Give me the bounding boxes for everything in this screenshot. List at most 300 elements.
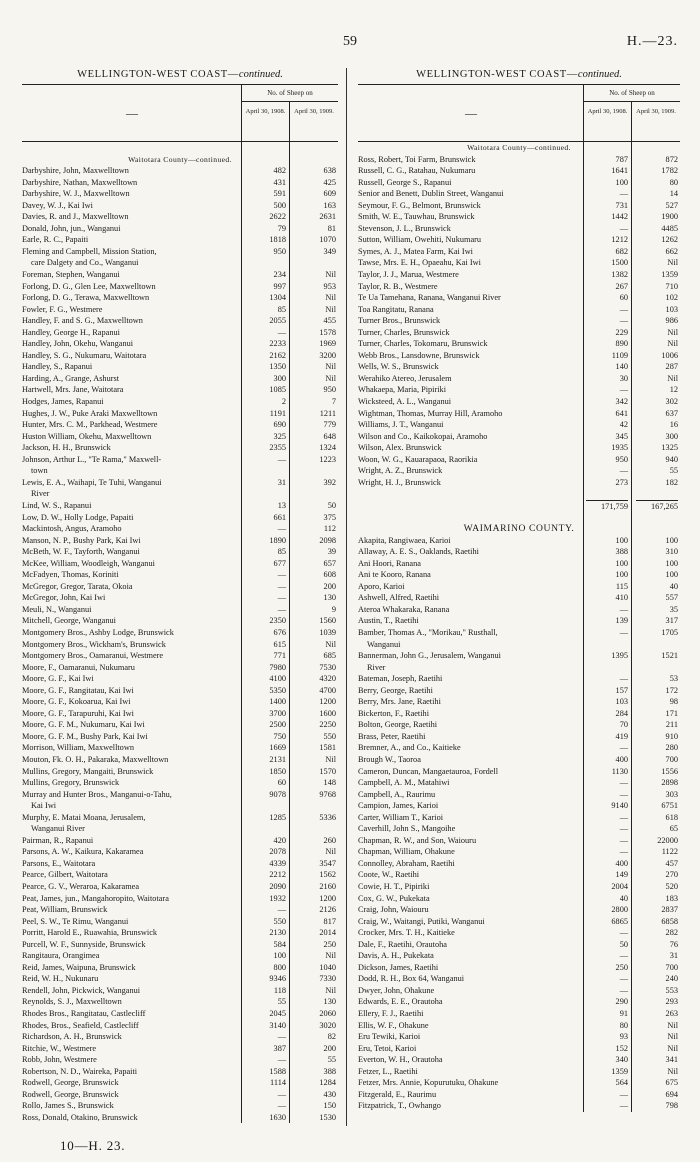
holder-name: Rodwell, George, Brunswick [22, 1078, 119, 1088]
sheep-1909: 349 [323, 246, 336, 256]
holder-name: Webb Bros., Lansdowne, Brunswick [358, 350, 480, 360]
sheep-1909: Nil [325, 293, 336, 303]
holder-name: Campbell, A. M., Matahiwi [358, 778, 450, 788]
sheep-1908: 1114 [270, 1078, 286, 1088]
sheep-1908: 250 [615, 962, 628, 972]
table-row [358, 442, 680, 454]
sheep-1908: — [277, 1089, 286, 1099]
holder-name: Craig, W., Waitangi, Putiki, Wanganui [358, 916, 485, 926]
sheep-1908: — [277, 604, 286, 614]
table-row [22, 465, 338, 477]
holder-name: Bannerman, John G., Jerusalem, Wanganui [358, 651, 501, 661]
table-row [358, 327, 680, 339]
table-row [22, 604, 338, 616]
left-header-1909: April 30, 1909. [294, 108, 334, 115]
table-row [358, 881, 680, 893]
table-row [22, 315, 338, 327]
sheep-1909: 1200 [319, 893, 336, 903]
table-row [22, 361, 338, 373]
sheep-1909: 779 [323, 420, 336, 430]
sheep-1908: 800 [273, 962, 286, 972]
holder-name: McGregor, Gregor, Tarata, Okoia [22, 581, 133, 591]
table-row [358, 257, 680, 269]
holder-name: Moore, F., Oamaranui, Nukumaru [22, 662, 135, 672]
holder-name: Turner, Charles, Brunswick [358, 327, 450, 337]
sheep-1908: 229 [615, 327, 628, 337]
holder-name: Bremner, A., and Co., Kaitieke [358, 743, 461, 753]
sheep-1909: 457 [665, 858, 678, 868]
sheep-1909: 430 [323, 1089, 336, 1099]
sheep-1909: 1556 [661, 766, 678, 776]
sheep-1908: — [619, 189, 628, 199]
holder-name: Wicksteed, A. L., Wanganui [358, 397, 452, 407]
sheep-1908: 2350 [269, 616, 286, 626]
table-row [358, 973, 680, 985]
table-row [358, 673, 680, 685]
table-row [358, 789, 680, 801]
table-row [22, 950, 338, 962]
holder-name: Bateman, Joseph, Raetihi [358, 674, 443, 684]
holder-name: Richardson, A. H., Brunswick [22, 1032, 122, 1042]
holder-name: Coote, W., Raetihi [358, 870, 420, 880]
table-row [22, 708, 338, 720]
holder-name: Ani Hoori, Ranana [358, 558, 421, 568]
table-row [22, 488, 338, 500]
sheep-1908: 100 [273, 951, 286, 961]
right-header-group-label: No. of Sheep on [584, 85, 680, 102]
table-row [22, 292, 338, 304]
table-row [22, 962, 338, 974]
table-row [22, 789, 338, 801]
table-row [22, 234, 338, 246]
right-table-header [358, 84, 680, 142]
table-row [358, 1077, 680, 1089]
sheep-1909: 3020 [319, 1020, 336, 1030]
holder-name: Low, D. W., Holly Lodge, Papaiti [22, 512, 134, 522]
holder-name: Connolley, Abraham, Raetihi [358, 858, 455, 868]
sheep-1908: 70 [619, 720, 628, 730]
table-row [22, 165, 338, 177]
sheep-1908: 9078 [269, 789, 286, 799]
sheep-1909: Nil [667, 1020, 678, 1030]
sheep-1908: 584 [273, 939, 286, 949]
sheep-1909: 53 [669, 674, 678, 684]
sheep-1908: 1630 [269, 1112, 286, 1122]
sheep-1908: — [277, 570, 286, 580]
sheep-1908: 890 [615, 339, 628, 349]
sheep-1909: 694 [665, 1089, 678, 1099]
holder-name: Moore, G. F., Rangitatau, Kai Iwi [22, 685, 134, 695]
sheep-1908: — [277, 593, 286, 603]
table-row [22, 696, 338, 708]
sheep-1908: 682 [615, 246, 628, 256]
holder-name: Peel, S. W., Te Rimu, Wanganui [22, 916, 129, 926]
table-row [22, 558, 338, 570]
holder-name: Waitotara County—continued. [467, 143, 571, 152]
table-row [358, 361, 680, 373]
sheep-1908: 2055 [269, 316, 286, 326]
sheep-1908: 1588 [269, 1066, 286, 1076]
holder-name: Campion, James, Karioi [358, 801, 439, 811]
sheep-1909: 1705 [661, 627, 678, 637]
table-row [358, 581, 680, 593]
sheep-1909: 1262 [661, 235, 678, 245]
table-row [358, 569, 680, 581]
sheep-1908: 500 [273, 200, 286, 210]
sheep-1909: 76 [669, 939, 678, 949]
holder-name: Montgomery Bros., Wickham's, Brunswick [22, 639, 166, 649]
holder-name: McGregor, John, Kai Iwi [22, 593, 106, 603]
holder-name: Wells, W. S., Brunswick [358, 362, 439, 372]
sheep-1908: 750 [273, 731, 286, 741]
table-row [22, 500, 338, 512]
sheep-1908: 1359 [611, 1066, 628, 1076]
holder-name: Kai Iwi [31, 801, 57, 811]
sheep-1908: — [619, 951, 628, 961]
table-row [358, 165, 680, 177]
sheep-1909: 1211 [319, 408, 336, 418]
left-header-sheep-group [241, 85, 338, 141]
holder-name: Smith, W. E., Tauwhau, Brunswick [358, 212, 475, 222]
holder-name: Brass, Peter, Raetihi [358, 731, 426, 741]
sheep-1908: 9140 [611, 801, 628, 811]
holder-name: Fetzer, Mrs. Annie, Kopurutuku, Ohakune [358, 1078, 499, 1088]
sheep-1908: — [619, 674, 628, 684]
sheep-1909: 280 [665, 743, 678, 753]
sheep-1909: 55 [327, 1055, 336, 1065]
sheep-1909: 9 [331, 604, 336, 614]
sheep-1909: 1359 [661, 270, 678, 280]
table-row [22, 188, 338, 200]
sheep-1909: 662 [665, 246, 678, 256]
table-row [358, 188, 680, 200]
table-row [358, 292, 680, 304]
sheep-1908: — [619, 316, 628, 326]
table-row [22, 1100, 338, 1112]
sheep-1908: 1085 [269, 385, 286, 395]
sheep-1908: 388 [615, 547, 628, 557]
holder-name: McKee, William, Woodleigh, Wanganui [22, 558, 155, 568]
sheep-1909: Nil [325, 847, 336, 857]
sheep-1908: — [619, 466, 628, 476]
holder-name: Chapman, R. W., and Son, Waiouru [358, 835, 477, 845]
holder-name: Ateroa Whakaraka, Ranana [358, 604, 450, 614]
holder-name: Campbell, A., Raurimu [358, 789, 436, 799]
table-row [358, 350, 680, 362]
table-row [22, 766, 338, 778]
table-row [22, 973, 338, 985]
holder-name: Davey, W. J., Kai Iwi [22, 200, 93, 210]
sheep-1908: — [619, 1101, 628, 1111]
table-row [358, 754, 680, 766]
holder-name: Wanganui [367, 639, 401, 649]
holder-name: River [367, 662, 386, 672]
table-row [22, 592, 338, 604]
holder-name: Forlong, D. G., Terawa, Maxwelltown [22, 293, 150, 303]
sheep-1908: 2078 [269, 847, 286, 857]
sheep-1908: 5350 [269, 685, 286, 695]
sheep-1909: 100 [665, 570, 678, 580]
sheep-1909: 1600 [319, 708, 336, 718]
holder-name: Rangitaura, Orangimea [22, 951, 100, 961]
holder-name: Mullins, Gregory, Mangaiti, Brunswick [22, 766, 154, 776]
holder-name: Dodd, R. H., Box 64, Wanganui [358, 974, 465, 984]
sheep-1908: 387 [273, 1043, 286, 1053]
sheep-1909: 9768 [319, 789, 336, 799]
right-table-body [358, 142, 680, 1112]
sheep-1909: 1578 [319, 327, 336, 337]
table-row [22, 546, 338, 558]
sheep-1908: — [277, 905, 286, 915]
table-row [358, 962, 680, 974]
holder-name: Reid, James, Waipuna, Brunswick [22, 962, 136, 972]
sheep-1909: 950 [323, 385, 336, 395]
sheep-1909: 171 [665, 708, 678, 718]
sheep-1909: 817 [323, 916, 336, 926]
table-row [358, 604, 680, 616]
sheep-1909: 112 [323, 524, 336, 534]
holder-name: Russell, George S., Rapanui [358, 177, 452, 187]
table-row [22, 742, 338, 754]
table-row [22, 673, 338, 685]
table-row [358, 893, 680, 905]
sheep-1908: 50 [619, 939, 628, 949]
sheep-1908: 100 [615, 570, 628, 580]
holder-name: Murray and Hunter Bros., Manganui-o-Tahu, [22, 789, 172, 799]
sheep-1909: 303 [665, 789, 678, 799]
holder-name: Ellery, F. J., Raetihi [358, 1009, 424, 1019]
table-row [22, 408, 338, 420]
left-header-group-label: No. of Sheep on [242, 85, 338, 102]
holder-name: Wilson, Alex. Brunswick [358, 443, 442, 453]
sheep-1909: 35 [669, 604, 678, 614]
holder-name: Bamber, Thomas A., "Morikau," Rusthall, [358, 627, 498, 637]
sheep-1909: 657 [323, 558, 336, 568]
table-row [22, 881, 338, 893]
left-title-italic: continued. [238, 69, 283, 80]
sheep-1909: 675 [665, 1078, 678, 1088]
sheep-1909: 2160 [319, 882, 336, 891]
table-row [22, 835, 338, 847]
holder-name: Stevenson, J. L., Brunswick [358, 223, 451, 233]
sheep-1908: 400 [615, 858, 628, 868]
sheep-1908: 3700 [269, 708, 286, 718]
sheep-1909: 2014 [319, 928, 336, 938]
sheep-1908: 340 [615, 1055, 628, 1065]
holder-name: Parsons, A. W., Kaikura, Kakaramea [22, 847, 144, 857]
sheep-1908: 410 [615, 593, 628, 603]
sheep-1909: 182 [665, 477, 678, 487]
sheep-1909: 211 [665, 720, 678, 730]
table-row [358, 731, 680, 743]
holder-name: Hodges, James, Rapanui [22, 397, 104, 407]
sheep-1909: 293 [665, 997, 678, 1007]
sheep-1909: Nil [325, 951, 336, 961]
sheep-1908: 171,759 [586, 500, 628, 513]
sheep-1909: 1070 [319, 235, 336, 245]
table-row [358, 1089, 680, 1101]
table-row [358, 1031, 680, 1043]
table-row [358, 592, 680, 604]
holder-name: Morrison, William, Maxwelltown [22, 743, 134, 753]
sheep-1909: Nil [325, 373, 336, 383]
table-row [358, 408, 680, 420]
column-divider [346, 68, 347, 1126]
sheep-1909: 4320 [319, 674, 336, 684]
holder-name: Huston William, Okehu, Maxwelltown [22, 431, 152, 441]
sheep-1909: 4485 [661, 223, 678, 233]
sheep-1908: 55 [277, 997, 286, 1007]
holder-name: Darbyshire, W. J., Maxwelltown [22, 189, 130, 199]
table-row [358, 177, 680, 189]
sheep-1908: 60 [277, 778, 286, 788]
sheep-1908: 13 [277, 500, 286, 510]
sheep-1909: 1284 [319, 1078, 336, 1088]
sheep-1908: — [619, 824, 628, 834]
table-row [358, 338, 680, 350]
table-row [22, 639, 338, 651]
table-row [22, 615, 338, 627]
table-row [22, 1112, 338, 1124]
holder-name: Peat, James, jun., Mangahoropito, Waitotara [22, 893, 169, 903]
left-table-header [22, 84, 338, 142]
sheep-1908: 100 [615, 177, 628, 187]
table-row [358, 939, 680, 951]
right-header-1909: April 30, 1909. [636, 108, 676, 115]
holder-name: Fitzgerald, E., Raurimu [358, 1089, 437, 1099]
sheep-1908: 1669 [269, 743, 286, 753]
table-row [22, 754, 338, 766]
table-row [22, 1031, 338, 1043]
sheep-1909: 2250 [319, 720, 336, 730]
sheep-1909: 910 [665, 731, 678, 741]
table-row [22, 281, 338, 293]
table-row [22, 523, 338, 535]
left-table-body [22, 142, 338, 1123]
table-row [22, 350, 338, 362]
holder-name: Cowie, H. T., Pipiriki [358, 882, 430, 891]
table-row [358, 477, 680, 489]
sheep-1909: 55 [669, 466, 678, 476]
holder-name: Davies, R. and J., Maxwelltown [22, 212, 129, 222]
left-header-1908: April 30, 1908. [242, 102, 290, 141]
sheep-1909: 550 [323, 731, 336, 741]
holder-name: Mackintosh, Angus, Aramoho [22, 524, 122, 534]
sheep-1909: 1040 [319, 962, 336, 972]
sheep-1908: 30 [619, 373, 628, 383]
holder-name: Symes, A. J., Matea Farm, Kai Iwi [358, 246, 473, 256]
table-row [358, 835, 680, 847]
holder-name: Cameron, Duncan, Mangaetauroa, Fordell [358, 766, 499, 776]
table-row [358, 1008, 680, 1020]
sheep-1908: 2162 [269, 350, 286, 360]
table-row [358, 535, 680, 547]
table-row [358, 373, 680, 385]
table-row [358, 396, 680, 408]
sheep-1908: 482 [273, 166, 286, 176]
holder-name: Rollo, James S., Brunswick [22, 1101, 114, 1111]
sheep-1908: 345 [615, 431, 628, 441]
sheep-1909: 270 [665, 870, 678, 880]
sheep-1908: 400 [615, 754, 628, 764]
sheep-1908: 661 [273, 512, 286, 522]
document-reference: H.—23. [626, 34, 678, 49]
holder-name: Woon, W. G., Kauarapaoa, Raorikia [358, 454, 478, 464]
table-row [358, 1066, 680, 1078]
sheep-1908: 4339 [269, 858, 286, 868]
table-row [22, 223, 338, 235]
holder-name: Moore, G. F. M., Bushy Park, Kai Iwi [22, 731, 148, 741]
sheep-1909: 1562 [319, 870, 336, 880]
table-row [22, 927, 338, 939]
table-row [22, 431, 338, 443]
holder-name: Russell, C. G., Ratahau, Nukumaru [358, 166, 476, 176]
sheep-1908: 771 [273, 651, 286, 661]
sheep-1909: 100 [665, 535, 678, 545]
sheep-1908: 42 [619, 420, 628, 430]
holder-name: River [31, 489, 50, 499]
sheep-1908: — [277, 524, 286, 534]
table-row [358, 985, 680, 997]
sheep-1909: 557 [665, 593, 678, 603]
table-row [358, 454, 680, 466]
sheep-1908: 1935 [611, 443, 628, 453]
table-row [358, 269, 680, 281]
table-row [22, 246, 338, 258]
sheep-1909: 98 [669, 697, 678, 707]
table-row [22, 512, 338, 524]
sheep-1909: 5336 [319, 812, 336, 822]
sheep-1909: 200 [323, 581, 336, 591]
sheep-1909: Nil [667, 1066, 678, 1076]
sheep-1909: 263 [665, 1009, 678, 1019]
sheep-1908: 1442 [611, 212, 628, 222]
holder-name: care Dalgety and Co., Wanganui [31, 258, 139, 268]
table-row [358, 927, 680, 939]
sheep-1909: 638 [323, 166, 336, 176]
holder-name: Sutton, William, Owehiti, Nukumaru [358, 235, 482, 245]
table-row [22, 812, 338, 824]
table-row [22, 846, 338, 858]
holder-name: Everton, W. H., Orautoha [358, 1055, 443, 1065]
sheep-1909: 3200 [319, 350, 336, 360]
sheep-1909: 2126 [319, 905, 336, 915]
sheep-1908: 79 [277, 223, 286, 233]
table-row [358, 546, 680, 558]
holder-name: Purcell, W. F., Sunnyside, Brunswick [22, 939, 146, 949]
sheep-1909: 40 [669, 581, 678, 591]
left-title-main: WELLINGTON-WEST COAST— [77, 69, 239, 80]
table-row [358, 858, 680, 870]
holder-name: Akapita, Rangiwaea, Karioi [358, 535, 451, 545]
sheep-1909: 22000 [657, 835, 678, 845]
table-row [22, 1066, 338, 1078]
table-row [358, 1043, 680, 1055]
sheep-1908: 4100 [269, 674, 286, 684]
holder-name: Austin, T., Raetihi [358, 616, 419, 626]
sheep-1908: 100 [615, 535, 628, 545]
sheep-1908: 2355 [269, 443, 286, 453]
sheep-1908: 677 [273, 558, 286, 568]
holder-name: Rhodes Bros., Rangitatau, Castlecliff [22, 1009, 146, 1019]
sheep-1908: 997 [273, 281, 286, 291]
sheep-1909: 2060 [319, 1009, 336, 1019]
holder-name: Eru Tewiki, Karioi [358, 1032, 421, 1042]
left-column [22, 66, 338, 1123]
sheep-1909: 637 [665, 408, 678, 418]
right-column-title [358, 66, 680, 84]
table-row [22, 904, 338, 916]
